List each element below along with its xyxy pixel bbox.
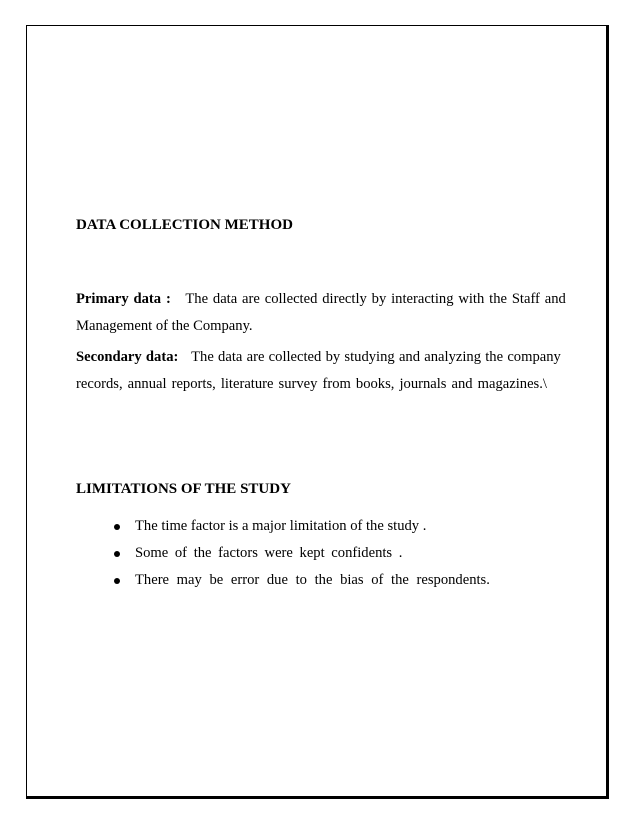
secondary-data-paragraph	[76, 344, 566, 398]
list-item	[110, 540, 490, 567]
bullet-icon	[114, 524, 120, 530]
list-item-text: Some of the factors were kept confidents .	[135, 545, 403, 561]
primary-data-paragraph	[76, 286, 566, 340]
page-border	[26, 25, 609, 799]
list-item-text: The time factor is a major limitation of the study .	[135, 518, 427, 534]
limitations-heading: LIMITATIONS OF THE STUDY	[76, 481, 291, 497]
secondary-data-text-1: The data are collected by studying and analyzing the company	[191, 349, 561, 365]
list-item	[110, 513, 490, 540]
limitations-list	[110, 513, 490, 594]
primary-data-text-2: Management of the Company.	[76, 318, 253, 334]
list-item-text: There may be error due to the bias of the respondents.	[135, 572, 490, 588]
primary-data-text-1: The data are collected directly by interacting with the Staff and	[185, 291, 566, 307]
primary-data-line-1	[76, 286, 566, 313]
secondary-data-term: Secondary data:	[76, 349, 179, 365]
bullet-icon	[114, 551, 120, 557]
bullet-icon	[114, 578, 120, 584]
primary-data-term: Primary data :	[76, 291, 171, 307]
secondary-data-line-1	[76, 344, 566, 371]
secondary-data-text-2: records, annual reports, literature survey from books, journals and magazines.\	[76, 376, 547, 392]
data-collection-heading: DATA COLLECTION METHOD	[76, 217, 293, 233]
list-item	[110, 567, 490, 594]
